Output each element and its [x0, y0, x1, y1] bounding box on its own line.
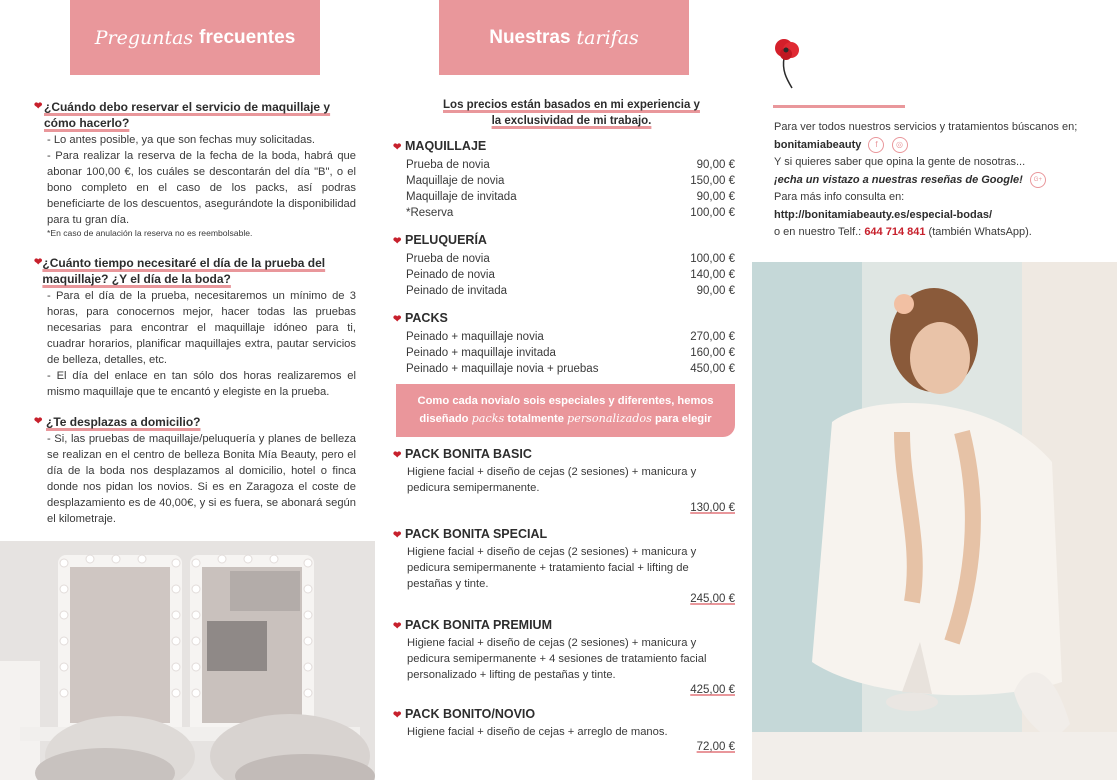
- heart-icon: ❤: [393, 236, 402, 247]
- price-section: [393, 231, 735, 299]
- faq-question: [34, 255, 356, 287]
- instagram-handle[interactable]: bonitamiabeauty: [774, 138, 862, 151]
- pack-item: [393, 446, 735, 514]
- pack-price: 245,00 €: [690, 593, 735, 605]
- faq-question-text: ¿Cuándo debo reservar el servicio de maquillaje y cómo hacerlo?: [43, 100, 331, 130]
- faq-question-text: ¿Cuánto tiempo necesitaré el día de la prueba del maquillaje? ¿Y el día de la boda?: [42, 256, 326, 286]
- heart-icon: ❤: [393, 450, 402, 461]
- heart-icon: ❤: [34, 101, 43, 112]
- pack-title: ❤ PACK BONITA SPECIAL: [393, 526, 735, 544]
- pack-description: Higiene facial + diseño de cejas (2 sesiones) + manicura y pedicura semipermanente + tratamiento facial + lifting de pestañas y tinte.: [407, 546, 697, 590]
- callout-line1: Como cada novia/o sois especiales y diferentes, hemos: [417, 395, 714, 407]
- price-list: [393, 137, 735, 377]
- faq-item: [34, 99, 356, 239]
- heart-icon: ❤: [393, 530, 402, 541]
- faq-list: [34, 99, 356, 527]
- pack-price: 72,00 €: [696, 741, 735, 753]
- pack-price: 130,00 €: [690, 502, 735, 514]
- faq-question: [34, 414, 356, 430]
- faq-question: [34, 99, 356, 131]
- price-row: Peinado + maquillaje invitada 160,00 €: [406, 347, 735, 359]
- faq-answer: - Si, las pruebas de maquillaje/peluquería y planes de belleza se realizan en el centro de belleza Bonita Mía Beauty, pero el día de la boda nos desplazamos al domicilio, hotel o finca donde nos pidan los novios. Si es en Zaragoza el coste de desplazamiento es de 40,00€, y si es fuera, se abonará según el kilometraje.: [47, 433, 356, 525]
- faq-note: *En caso de anulación la reserva no es reembolsable.: [47, 228, 253, 238]
- price-row: Prueba de novia 90,00 €: [406, 159, 735, 171]
- rates-banner: [439, 0, 689, 75]
- pack-item: [393, 526, 735, 605]
- salon-photo: [0, 541, 375, 780]
- heart-icon: ❤: [34, 257, 43, 268]
- website-link[interactable]: http://bonitamiabeauty.es/especial-bodas/: [774, 208, 993, 221]
- faq-question-text: ¿Te desplazas a domicilio?: [46, 415, 201, 429]
- price-row: Prueba de novia 100,00 €: [406, 253, 735, 265]
- callout-line2: diseñado packs totalmente personalizados para elegir: [419, 412, 712, 425]
- bride-photo: [752, 262, 1117, 780]
- rates-intro: [395, 97, 748, 129]
- faq-answer: - Para el día de la prueba, necesitaremos un mínimo de 3 horas, para conocernos mejor, hacer todas las pruebas necesarias para encontrar el maquillaje idóneo para ti, cuadrar horarios, planificar maquillajes extra, pautar servicios de belleza, detalles, etc. - El día del enlace en tan sólo dos horas realizaremos el mismo maquillaje que te encantó y elegiste en la prueba.: [47, 290, 356, 398]
- pack-description: Higiene facial + diseño de cejas (2 sesiones) + manicura y pedicura semipermanente + 4 sesiones de tratamiento facial personalizado + lifting de pestañas y tinte.: [407, 637, 707, 681]
- heart-icon: ❤: [393, 621, 402, 632]
- contact-block: [774, 119, 1104, 242]
- price-row: Peinado + maquillaje novia 270,00 €: [406, 331, 735, 343]
- price-row: Peinado de invitada 90,00 €: [406, 285, 735, 297]
- contact-handle-row: [774, 137, 1104, 155]
- faq-item: [34, 255, 356, 400]
- price-row: Maquillaje de novia 150,00 €: [406, 175, 735, 187]
- contact-line5: Para más info consulta en:: [774, 191, 905, 203]
- google-reviews-text: ¡echa un vistazo a nuestras reseñas de Google!: [774, 173, 1023, 186]
- contact-line1: Para ver todos nuestros servicios y tratamientos búscanos en;: [774, 121, 1078, 133]
- divider: [773, 105, 905, 108]
- pack-item: [393, 706, 735, 753]
- price-section-title: ❤ PELUQUERÍA: [393, 231, 735, 251]
- heart-icon: ❤: [34, 416, 43, 427]
- pack-item: [393, 617, 735, 696]
- price-section: [393, 309, 735, 377]
- bride-illustration: [752, 262, 1117, 780]
- rates-banner-title: Nuestras: [489, 26, 571, 48]
- rates-banner-script: tarifas: [576, 26, 639, 49]
- price-section-title: ❤ MAQUILLAJE: [393, 137, 735, 157]
- pack-price: 425,00 €: [690, 684, 735, 696]
- faq-banner: [70, 0, 320, 75]
- pack-description: Higiene facial + diseño de cejas (2 sesiones) + manicura y pedicura semipermanente.: [407, 466, 697, 494]
- pack-title: ❤ PACK BONITO/NOVIO: [393, 706, 735, 724]
- faq-answer: - Lo antes posible, ya que son fechas muy solicitadas. - Para realizar la reserva de la fecha de la boda, habrá que abonar 100,00 €, los cuáles se descontarán del día "B", o el bono completo en el caso de los packs, así podras beneficiarte de los descuentos, asegurándote la disponibilidad para tu gran día.: [47, 134, 356, 226]
- price-row: *Reserva 100,00 €: [406, 207, 735, 219]
- facebook-icon[interactable]: f: [868, 137, 884, 153]
- price-section: [393, 137, 735, 221]
- pack-list: [393, 446, 735, 753]
- contact-google-row: [774, 172, 1104, 190]
- price-row: Peinado + maquillaje novia + pruebas 450,00 €: [406, 363, 735, 375]
- pack-title: ❤ PACK BONITA BASIC: [393, 446, 735, 464]
- price-row: Maquillaje de invitada 90,00 €: [406, 191, 735, 203]
- price-section-title: ❤ PACKS: [393, 309, 735, 329]
- heart-icon: ❤: [393, 710, 402, 721]
- heart-icon: ❤: [393, 142, 402, 153]
- faq-banner-title: frecuentes: [199, 26, 296, 48]
- rates-intro-line1: Los precios están basados en mi experiencia y: [443, 99, 700, 111]
- contact-line3: Y si quieres saber que opina la gente de nosotras...: [774, 156, 1026, 168]
- instagram-icon[interactable]: ◎: [892, 137, 908, 153]
- google-plus-icon[interactable]: G+: [1030, 172, 1046, 188]
- phone-number[interactable]: 644 714 841: [864, 226, 926, 238]
- pack-title: ❤ PACK BONITA PREMIUM: [393, 617, 735, 635]
- poppy-icon: [770, 36, 804, 90]
- heart-icon: ❤: [393, 314, 402, 325]
- faq-banner-script: Preguntas: [94, 26, 194, 49]
- packs-callout: [396, 384, 735, 437]
- rates-intro-line2: la exclusividad de mi trabajo.: [491, 115, 652, 127]
- contact-phone-row: o en nuestro Telf.: 644 714 841 (también WhatsApp).: [774, 226, 1032, 238]
- price-row: Peinado de novia 140,00 €: [406, 269, 735, 281]
- faq-item: [34, 414, 356, 527]
- pack-description: Higiene facial + diseño de cejas + arreglo de manos.: [407, 726, 668, 738]
- salon-illustration: [0, 541, 375, 780]
